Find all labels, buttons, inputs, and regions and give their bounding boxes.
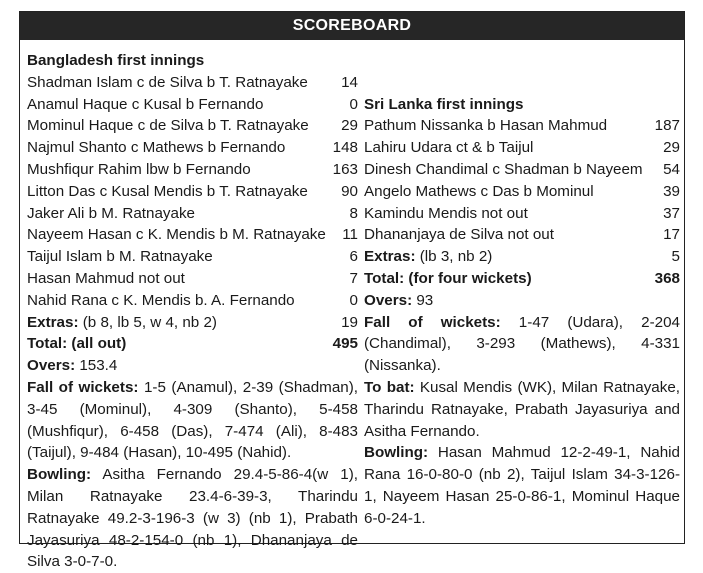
- batter-runs: 148: [332, 139, 358, 157]
- bangladesh-batting-list: [27, 72, 358, 312]
- batter-dismissal: Lahiru Udara ct & b Taijul: [364, 139, 534, 157]
- batter-runs: 7: [349, 269, 358, 287]
- batting-row: [27, 137, 358, 159]
- batting-row: [27, 268, 358, 290]
- tobat-label: To bat:: [364, 378, 415, 396]
- extras-label: Extras:: [27, 313, 79, 331]
- batter-runs: 29: [341, 117, 358, 135]
- batter-dismissal: Kamindu Mendis not out: [364, 204, 528, 222]
- batter-runs: 39: [663, 182, 680, 200]
- overs-label: Overs:: [364, 291, 413, 309]
- srilanka-total-row: [364, 268, 680, 290]
- bangladesh-bowling: [27, 464, 358, 573]
- bangladesh-heading: Bangladesh first innings: [27, 52, 205, 69]
- scoreboard-title: SCOREBOARD: [20, 12, 684, 40]
- batter-runs: 163: [332, 160, 358, 178]
- extras-label: Extras:: [364, 248, 416, 266]
- batter-dismissal: Nayeem Hasan c K. Mendis b M. Ratnayake: [27, 226, 326, 244]
- batter-runs: 54: [663, 160, 680, 178]
- srilanka-innings: [364, 50, 680, 530]
- batter-runs: 8: [349, 204, 358, 222]
- batter-runs: 17: [663, 226, 680, 244]
- fow-text: 1-47 (Udara), 2-204 (Chandimal), 3-293 (Mathews), 4-331 (Nissanka).: [364, 313, 680, 375]
- batting-row: [27, 181, 358, 203]
- batter-dismissal: Shadman Islam c de Silva b T. Ratnayake: [27, 73, 308, 91]
- fow-label: Fall of wickets:: [364, 313, 501, 331]
- batting-row: [27, 290, 358, 312]
- bowling-label: Bowling:: [364, 444, 429, 462]
- batting-row: [364, 137, 680, 159]
- batting-row: [27, 72, 358, 94]
- batter-runs: 0: [349, 95, 358, 113]
- total-label: Total: (all out): [27, 335, 127, 353]
- batting-row: [27, 246, 358, 268]
- batting-row: [27, 224, 358, 246]
- batting-row: [364, 159, 680, 181]
- srilanka-bowling: [364, 442, 680, 529]
- batter-dismissal: Pathum Nissanka b Hasan Mahmud: [364, 117, 608, 135]
- total-label: Total: (for four wickets): [364, 269, 532, 287]
- batting-row: [364, 115, 680, 137]
- batting-row: [27, 203, 358, 225]
- batter-dismissal: Angelo Mathews c Das b Mominul: [364, 182, 594, 200]
- batting-row: [27, 159, 358, 181]
- bowling-label: Bowling:: [27, 466, 92, 484]
- batter-runs: 187: [654, 117, 680, 135]
- batter-runs: 29: [663, 139, 680, 157]
- batter-dismissal: Litton Das c Kusal Mendis b T. Ratnayake: [27, 182, 308, 200]
- batter-dismissal: Mushfiqur Rahim lbw b Fernando: [27, 160, 251, 178]
- batter-dismissal: Anamul Haque c Kusal b Fernando: [27, 95, 264, 113]
- scoreboard-box: [19, 11, 685, 571]
- srilanka-batting-list: [364, 115, 680, 246]
- batting-row: [364, 203, 680, 225]
- batter-dismissal: Hasan Mahmud not out: [27, 269, 185, 287]
- srilanka-fall-of-wickets: [364, 312, 680, 377]
- fow-label: Fall of wickets:: [27, 378, 139, 396]
- tobat-text: Kusal Mendis (WK), Milan Ratnayake, Tharindu Ratnayake, Prabath Jayasuriya and Asitha Fernando.: [364, 378, 680, 440]
- batter-dismissal: Taijul Islam b M. Ratnayake: [27, 248, 213, 266]
- overs-value: 153.4: [75, 357, 118, 375]
- batter-dismissal: Najmul Shanto c Mathews b Fernando: [27, 139, 286, 157]
- overs-label: Overs:: [27, 357, 76, 375]
- batter-runs: 37: [663, 204, 680, 222]
- bangladesh-innings: [27, 50, 359, 571]
- extras-value: 19: [341, 313, 358, 331]
- batter-runs: 90: [341, 182, 358, 200]
- bangladesh-total-row: [27, 333, 358, 355]
- bowling-text: Hasan Mahmud 12-2-49-1, Nahid Rana 16-0-80-0 (nb 2), Taijul Islam 34-3-126-1, Nayeem Hasan 25-0-86-1, Mominul Haque 6-0-24-1.: [364, 444, 680, 527]
- total-value: 495: [332, 335, 358, 353]
- srilanka-to-bat: [364, 377, 680, 442]
- overs-value: 93: [412, 291, 434, 309]
- bangladesh-overs-row: [27, 355, 358, 377]
- batter-dismissal: Dhananjaya de Silva not out: [364, 226, 554, 244]
- batter-dismissal: Dinesh Chandimal c Shadman b Nayeem: [364, 160, 643, 178]
- batting-row: [27, 115, 358, 137]
- batter-dismissal: Nahid Rana c K. Mendis b. A. Fernando: [27, 291, 295, 309]
- bangladesh-extras-row: [27, 312, 358, 334]
- bangladesh-fall-of-wickets: [27, 377, 358, 464]
- fow-text: 1-5 (Anamul), 2-39 (Shadman), 3-45 (Mominul), 4-309 (Shanto), 5-458 (Mushfiqur), 6-458 (Das), 7-474 (Ali), 8-483 (Taijul), 9-484 (Hasan), 10-495 (Nahid).: [27, 378, 359, 462]
- batter-runs: 6: [349, 248, 358, 266]
- batter-dismissal: Jaker Ali b M. Ratnayake: [27, 204, 195, 222]
- total-value: 368: [654, 269, 680, 287]
- srilanka-overs-row: [364, 290, 680, 312]
- batting-row: [364, 224, 680, 246]
- batting-row: [364, 181, 680, 203]
- batter-dismissal: Mominul Haque c de Silva b T. Ratnayake: [27, 117, 309, 135]
- extras-detail: (lb 3, nb 2): [415, 248, 493, 266]
- srilanka-heading: Sri Lanka first innings: [364, 95, 524, 113]
- batting-row: [27, 94, 358, 116]
- extras-detail: (b 8, lb 5, w 4, nb 2): [78, 313, 217, 331]
- batter-runs: 0: [349, 291, 358, 309]
- bowling-text: Asitha Fernando 29.4-5-86-4(w 1), Milan Ratnayake 23.4-6-39-3, Tharindu Ratnayake 49.2-3-196-3 (w 3) (nb 1), Prabath Jayasuriya 48-2-154-0 (nb 1), Dhananjaya de Silva 3-0-7-0.: [27, 466, 358, 571]
- batter-runs: 14: [341, 73, 358, 91]
- batter-runs: 11: [342, 226, 358, 244]
- extras-value: 5: [671, 248, 680, 266]
- srilanka-extras-row: [364, 246, 680, 268]
